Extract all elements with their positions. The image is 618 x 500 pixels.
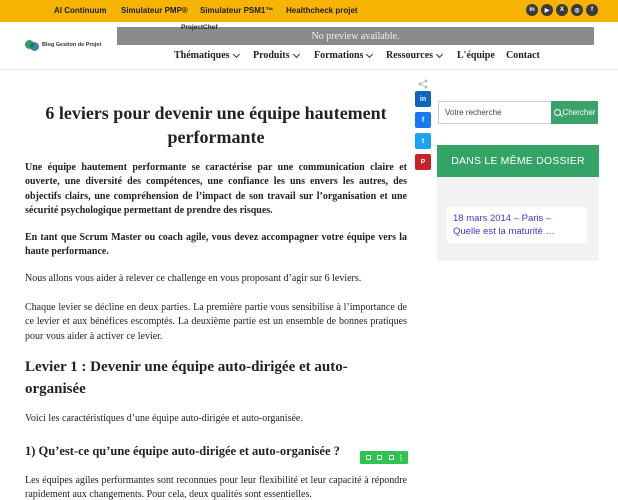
section-1-heading: 1) Qu’est-ce qu’une équipe auto-dirigée et auto-organisée ?: [25, 444, 340, 458]
article-title: 6 leviers pour devenir une équipe hautement performante: [45, 103, 387, 147]
levier-1-heading: Levier 1 : Devenir une équipe auto-dirigée et auto-organisée: [25, 359, 348, 397]
x-icon[interactable]: X: [556, 4, 568, 16]
share-facebook-button[interactable]: f: [415, 112, 431, 128]
nav-item-produits[interactable]: [253, 50, 299, 61]
search-button-label: Chercher: [562, 108, 596, 117]
nav-item-equipe[interactable]: [457, 50, 495, 61]
youtube-icon[interactable]: ▶: [541, 4, 553, 16]
share-pinterest-button[interactable]: P: [415, 154, 431, 170]
facebook-icon[interactable]: f: [586, 4, 598, 16]
preview-placeholder: No preview available.: [117, 27, 594, 45]
parties-paragraph: Chaque levier se décline en deux parties. La première partie vous sensibilise à l’importance de ce levier et aux bénéfices escomptés. La deuxième partie est un ensemble de bonnes pratiques pour vous aider à activer ce levier.: [25, 302, 407, 342]
site-logo[interactable]: [25, 38, 101, 52]
nav-label: Contact: [506, 50, 540, 61]
nav-item-formations[interactable]: [314, 50, 372, 61]
search-input[interactable]: [438, 101, 551, 124]
editor-toolbar[interactable]: [360, 451, 408, 464]
nav-label: Ressources: [386, 50, 434, 61]
social-links: [526, 4, 598, 16]
copy-icon[interactable]: [377, 455, 382, 460]
leviers-paragraph: Nous allons vous aider à relever ce challenge en vous proposant d’agir sur 6 leviers.: [25, 273, 362, 284]
share-twitter-button[interactable]: t: [415, 133, 431, 149]
nav-item-ressources[interactable]: [386, 50, 442, 61]
top-bar: [0, 0, 618, 22]
topnav-link-simulateur-pmp[interactable]: Simulateur PMP®: [121, 6, 188, 15]
logo-text: Blog Gestion de Projet: [42, 42, 102, 48]
caracteristiques-paragraph: Voici les caractéristiques d’une équipe auto-dirigée et auto-organisée.: [25, 413, 303, 424]
nav-label: Formations: [314, 50, 364, 61]
chevron-down-icon: [366, 50, 373, 57]
dossier-link[interactable]: 18 mars 2014 – Paris – Quelle est la maturité …: [447, 207, 587, 243]
topnav-link-ai-continuum[interactable]: AI Continuum: [54, 6, 107, 15]
projectchef-label[interactable]: ProjectChef: [181, 24, 218, 31]
delete-icon[interactable]: [389, 455, 394, 460]
linkedin-icon[interactable]: in: [526, 4, 538, 16]
more-icon[interactable]: [400, 454, 402, 461]
site-header: [0, 22, 618, 70]
dossier-title: DANS LE MÊME DOSSIER: [437, 145, 599, 177]
move-icon[interactable]: [366, 455, 371, 460]
instagram-icon[interactable]: ◎: [571, 4, 583, 16]
chevron-down-icon: [292, 50, 299, 57]
search-icon: [554, 109, 561, 116]
nav-label: L'équipe: [457, 50, 495, 61]
logo-icon: [25, 38, 39, 52]
topnav-link-simulateur-psm1[interactable]: Simulateur PSM1™: [200, 6, 274, 15]
nav-item-thematiques[interactable]: [174, 50, 239, 61]
share-linkedin-button[interactable]: in: [415, 91, 431, 107]
chevron-down-icon: [233, 50, 240, 57]
search-button[interactable]: [551, 101, 598, 124]
topnav-link-healthcheck[interactable]: Healthcheck projet: [286, 6, 358, 15]
nav-label: Produits: [253, 50, 290, 61]
nav-label: Thématiques: [174, 50, 230, 61]
equipes-agiles-paragraph: Les équipes agiles performantes sont reconnues pour leur flexibilité et leur capacité à répondre rapidement aux changements. Pour cela, deux qualités sont essentielles.: [25, 475, 407, 500]
dossier-widget: [437, 145, 599, 261]
nav-item-contact[interactable]: [506, 50, 540, 61]
intro-paragraph: Une équipe hautement performante se caractérise par une communication claire et ouverte, une diversité des compétences, une confiance les uns envers les autres, des objectifs clairs, une compréhension de l’impact de son travail sur l’organisation et une sécurité psychologique permettant de prendre des risques.: [25, 162, 407, 216]
share-icon: [418, 79, 428, 89]
scrum-master-paragraph: En tant que Scrum Master ou coach agile, vous devez accompagner votre équipe vers la haute performance.: [25, 232, 407, 258]
chevron-down-icon: [436, 50, 443, 57]
